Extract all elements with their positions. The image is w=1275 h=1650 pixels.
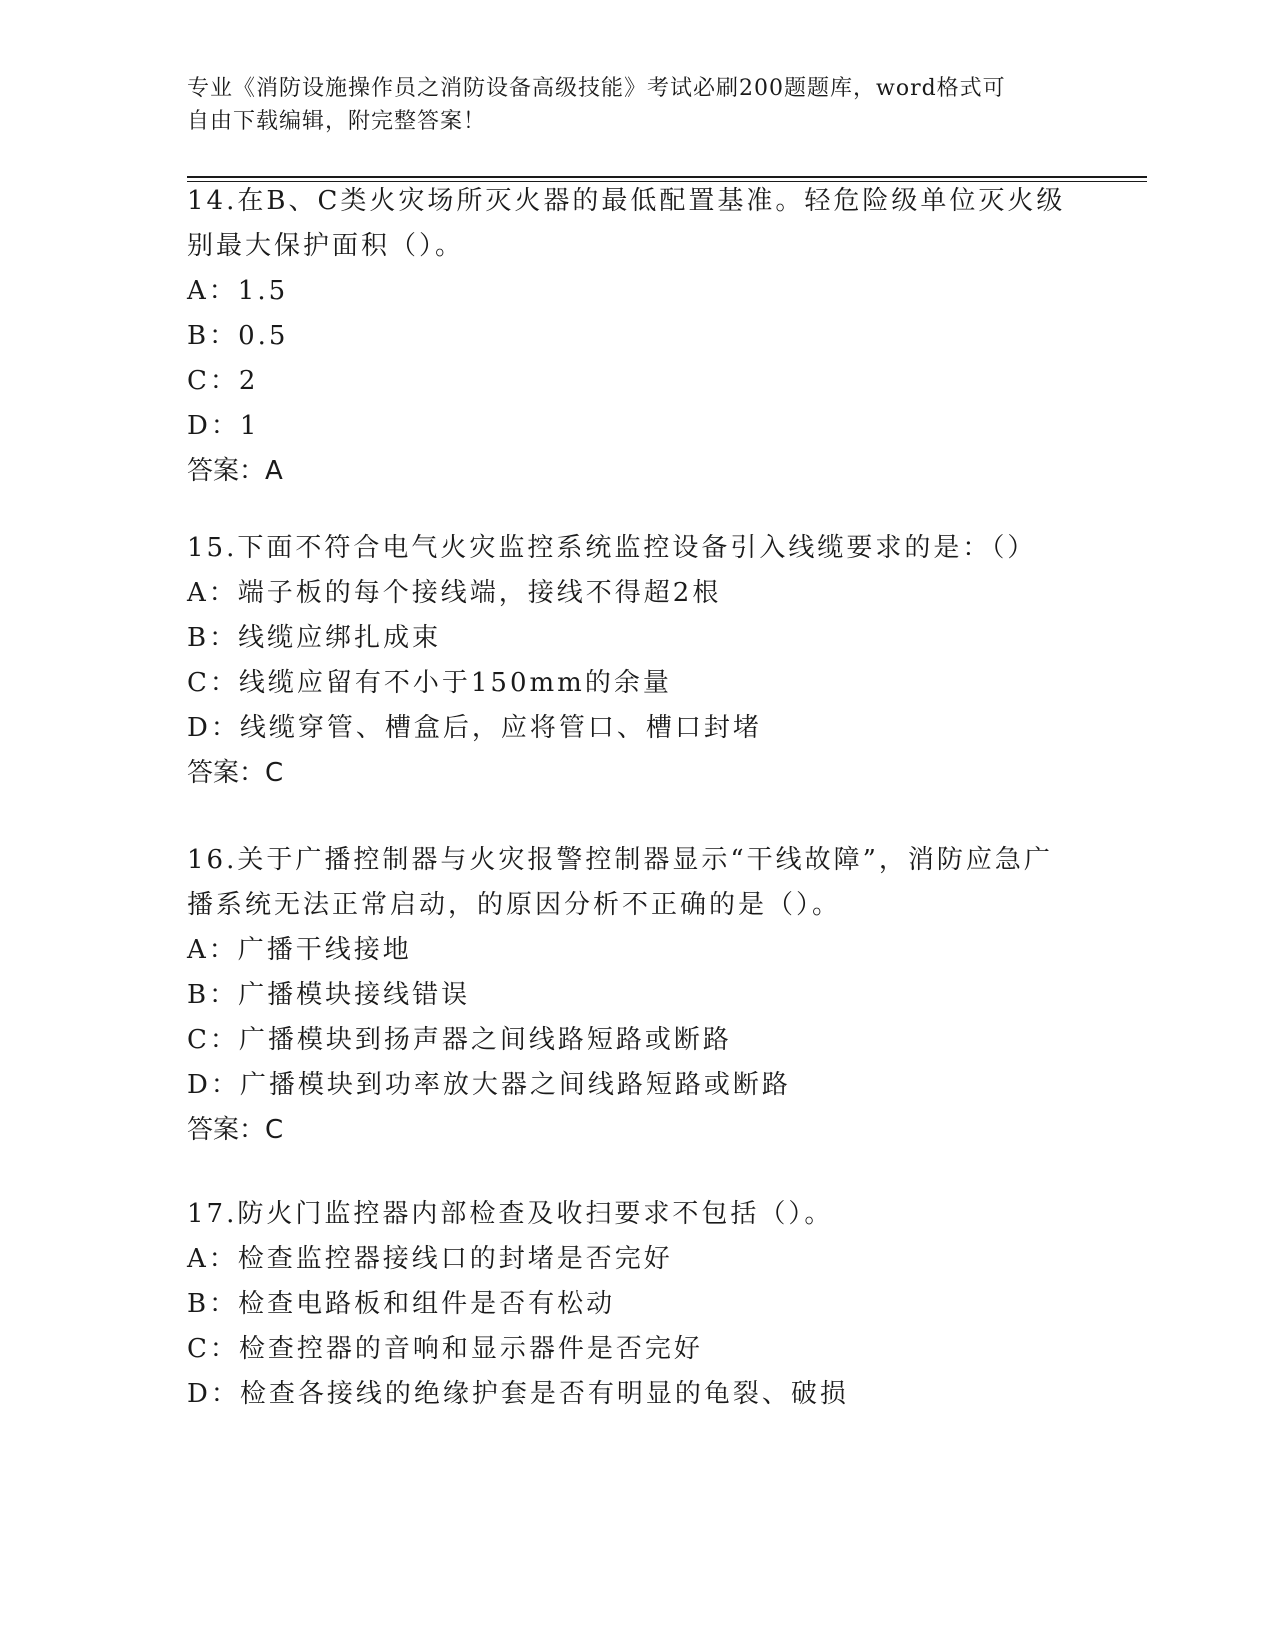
option-c: C：广播模块到扬声器之间线路短路或断路 — [187, 1025, 732, 1055]
option-c: C：线缆应留有不小于150mm的余量 — [187, 668, 672, 698]
option-c: C：检查控器的音响和显示器件是否完好 — [187, 1334, 703, 1364]
answer-line — [187, 751, 1087, 796]
question-14 — [187, 179, 1087, 494]
answer-line — [187, 449, 1087, 494]
question-15 — [187, 526, 1087, 796]
option-b: B：线缆应绑扎成束 — [187, 623, 442, 653]
option-d: D：1 — [187, 411, 260, 441]
answer-label: 答案： — [187, 758, 266, 788]
header-line-1: 专业《消防设施操作员之消防设备高级技能》考试必刷200题题库，word格式可 — [187, 76, 1006, 101]
question-text: 别最大保护面积（）。 — [187, 231, 465, 261]
answer-value: A — [265, 456, 283, 486]
option-b: B：0.5 — [187, 321, 289, 351]
option-d: D：检查各接线的绝缘护套是否有明显的龟裂、破损 — [187, 1379, 849, 1409]
answer-value: C — [265, 1115, 284, 1145]
option-b: B：广播模块接线错误 — [187, 980, 471, 1010]
document-header — [187, 72, 1087, 138]
header-line-2: 自由下载编辑，附完整答案！ — [187, 109, 487, 134]
option-c: C：2 — [187, 366, 259, 396]
option-d: D：线缆穿管、槽盒后，应将管口、槽口封堵 — [187, 713, 762, 743]
question-text: 17.防火门监控器内部检查及收扫要求不包括（）。 — [187, 1199, 834, 1229]
option-a: A：广播干线接地 — [187, 935, 412, 965]
question-16 — [187, 838, 1087, 1153]
question-text: 16.关于广播控制器与火灾报警控制器显示“干线故障”，消防应急广 — [187, 845, 1053, 875]
option-b: B：检查电路板和组件是否有松动 — [187, 1289, 616, 1319]
question-17 — [187, 1192, 1087, 1417]
answer-label: 答案： — [187, 1115, 266, 1145]
option-a: A：端子板的每个接线端，接线不得超2根 — [187, 578, 722, 608]
answer-line — [187, 1108, 1087, 1153]
question-text: 15.下面不符合电气火灾监控系统监控设备引入线缆要求的是：（） — [187, 533, 1037, 563]
answer-label: 答案： — [187, 456, 266, 486]
option-a: A：检查监控器接线口的封堵是否完好 — [187, 1244, 673, 1274]
option-d: D：广播模块到功率放大器之间线路短路或断路 — [187, 1070, 791, 1100]
question-text: 播系统无法正常启动，的原因分析不正确的是（）。 — [187, 890, 842, 920]
option-a: A：1.5 — [187, 276, 289, 306]
question-text: 14.在B、C类火灾场所灭火器的最低配置基准。轻危险级单位灭火级 — [187, 186, 1066, 216]
answer-value: C — [265, 758, 284, 788]
